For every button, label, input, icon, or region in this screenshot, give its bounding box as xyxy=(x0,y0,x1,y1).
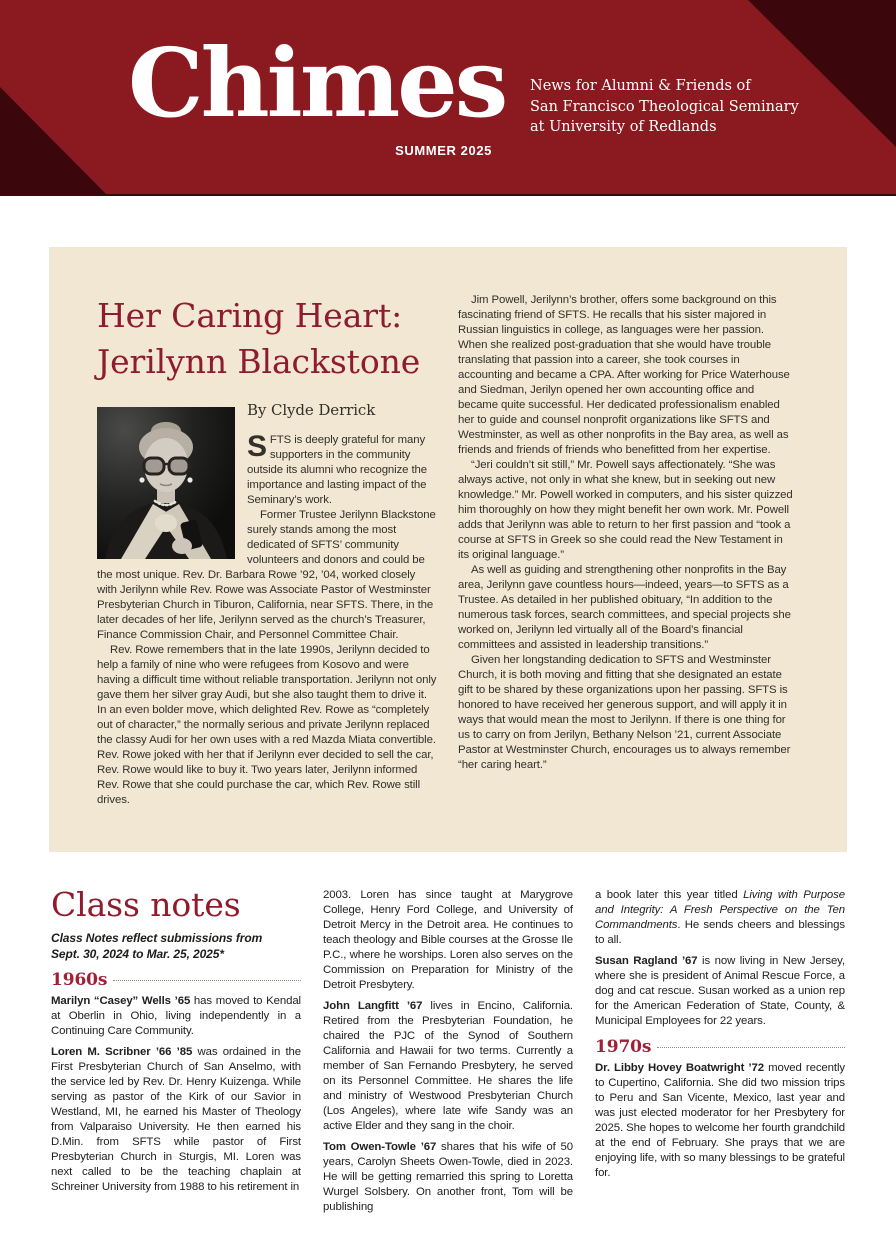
portrait-illustration xyxy=(97,407,235,559)
tagline-line-1: News for Alumni & Friends of xyxy=(530,78,751,94)
text-run: moved recently to Cupertino, California. She did two mission trips to Peru and San Vicente, Mexico, last year and was just elected moderator for her Presbytery for 2025. She hopes to welcome her fourth grandchild at the end of February. She prays that we are enjoying life, with so many blessings to be grateful for. xyxy=(595,1062,845,1180)
feature-column-2-paragraphs xyxy=(458,293,795,773)
article-paragraph xyxy=(458,563,795,653)
class-note-entry xyxy=(595,954,845,1029)
byline: By Clyde Derrick xyxy=(247,401,376,420)
class-note-entry xyxy=(323,1140,573,1215)
newsletter-logo: Chimes xyxy=(128,28,506,139)
masthead-corner-accent-bottom-left xyxy=(0,87,106,194)
class-notes-column-3-entries xyxy=(595,888,845,1181)
text-run: Rev. Rowe remembers that in the late 1990s, Jerilynn decided to help a family of nine who were refugees from Kosovo and were having a difficult time without reliable transportation. Jerilynn not only gave them her silver gray Audi, but she also taught them to drive it. In an even bolder move, which delighted Rev. Rowe as “completely out of character,” the normally serious and private Jerilynn replaced the classy Audi for her own uses with a red Mazda Miata convertible. Rev. Rowe joked with her that if Jerilynn ever decided to sell the car, Rev. Rowe would like to buy it. Two years later, Jerilynn informed Rev. Rowe that she could purchase the car, which Rev. Rowe still drives. xyxy=(97,644,437,807)
decade-label: 1970s xyxy=(595,1037,652,1058)
text-run: . He sends cheers and blessings to all. xyxy=(595,919,845,947)
masthead-tagline xyxy=(530,76,799,138)
dotted-rule xyxy=(113,979,301,981)
feature-column-1 xyxy=(97,293,437,808)
text-run: “Jeri couldn’t sit still,” Mr. Powell says affectionately. “She was always active, not only in what she knew, but in seeking out new knowledge.” Mr. Powell worked in computers, and his sister quizzed him thoroughly on how they might benefit her own work. Mr. Powell adds that Jerilynn was able to return to her first passion and “took a course at SFTS in Greek so she could read the New Testament in its original language.” xyxy=(458,459,793,561)
dotted-rule xyxy=(657,1046,845,1048)
text-run: shares that his wife of 50 years, Carolyn Sheets Owen-Towle, died in 2023. He will be getting remarried this spring to Loretta Wurgel Solsbery. On another front, Tom will be publishing xyxy=(323,1141,573,1214)
class-notes-column-3 xyxy=(595,888,845,1221)
text-run: 2003. Loren has since taught at Marygrove College, Henry Ford College, and University of Detroit Mercy in the Detroit area. He continues to teach theology and Bible courses at the Grosse Ile P.C., where he worships. Loren also serves on the Commission on Preparation for Ministry of the Detroit Presbytery. xyxy=(323,889,573,992)
class-notes-column-1 xyxy=(51,885,301,1221)
tagline-line-3: at University of Redlands xyxy=(530,119,717,136)
subtitle-line-1: Class Notes reflect submissions from xyxy=(51,930,263,945)
class-notes-column-1-entries xyxy=(51,972,301,1195)
class-note-entry xyxy=(51,994,301,1039)
text-run: Former Trustee Jerilynn Blackstone surely stands among the most dedicated of SFTS’ community volunteers and donors and could be the most unique. Rev. Dr. Barbara Rowe ’92, ’04, worked closely with Jerilynn while Rev. Rowe was Associate Pastor of Westminster Presbyterian Church in Tiburon, California, near SFTS. There, in the later decades of her life, Jerilynn served as the church’s Treasurer, Finance Commission Chair, and Personnel Committee Chair. xyxy=(97,509,436,642)
class-note-entry xyxy=(595,888,845,948)
masthead-bottom-rule xyxy=(0,194,896,196)
feature-article-panel xyxy=(49,247,847,852)
decade-header xyxy=(51,972,301,989)
article-paragraph xyxy=(458,458,795,563)
jerilynn-portrait-photo xyxy=(97,407,235,559)
text-run: Given her longstanding dedication to SFTS and Westminster Church, it is both moving and fitting that she designated an estate gift to be shared by these organizations upon her passing. SFTS is honored to have received her generous support, and will apply it in ways that would mean the most to Jerilynn. If there is one thing for us to carry on from Jerilyn, Bethany Nelson ’21, current Associate Pastor at Westminster Church, encourages us to always remember “her caring heart.” xyxy=(458,654,791,771)
book-title: Living with Purpose and Integrity: A Fresh Perspective on the Ten Commandments xyxy=(595,889,845,932)
entry-name: Susan Ragland ’67 xyxy=(595,955,698,968)
decade-header xyxy=(595,1039,845,1056)
lead-text: FTS is deeply grateful for many supporters in the community outside its alumni who recognize the importance and lasting impact of the Seminary’s work. xyxy=(247,434,428,507)
tagline-line-2: San Francisco Theological Seminary xyxy=(530,98,799,115)
masthead xyxy=(0,0,896,196)
class-note-entry xyxy=(595,1061,845,1181)
entry-name: Marilyn “Casey” Wells ’65 xyxy=(51,995,191,1008)
class-notes-subtitle xyxy=(51,931,301,963)
class-notes-title: Class notes xyxy=(51,885,241,925)
article-paragraph xyxy=(97,643,437,808)
article-paragraph xyxy=(458,653,795,773)
text-run: As well as guiding and strengthening other nonprofits in the Bay area, Jerilynn gave countless hours—indeed, years—to SFTS as a Trustee. As detailed in her published obituary, “In addition to the numerous task forces, search committees, and special projects she worked on, Jerilynn led virtually all of the Board’s financial committees and assisted in leadership transitions.” xyxy=(458,564,791,651)
feature-column-2 xyxy=(458,293,795,808)
dropcap-letter: S xyxy=(247,430,267,464)
text-run: lives in Encino, California. Retired from the Presbyterian Foundation, he chaired the PJC of the Synod of Southern California and Hawaii for two terms. Currently a member of San Fernando Presbytery, he served on its Personnel Committee. He shares the life and ministry of Westwood Presbyterian Church (Los Angeles), where late wife Sandy was an active Elder and they sang in the choir. xyxy=(323,1000,573,1133)
issue-date-label: SUMMER 2025 xyxy=(395,143,492,158)
feature-title-line-2: Jerilynn Blackstone xyxy=(97,341,421,381)
decade-label: 1960s xyxy=(51,970,108,991)
text-run: was ordained in the First Presbyterian Church of San Anselmo, with the service led by Rev. Dr. Henry Kuizenga. While serving as pastor of the Kirk of our Savior in Westland, MI, he earned his Master of Theology from Valparaiso University. He then earned his D.Min. from SFTS while pastor of First Presbyterian Church in Sturgis, MI. Loren was next called to be the teaching chaplain at Schreiner University from 1988 to his retirement in xyxy=(51,1046,301,1194)
text-run: a book later this year titled xyxy=(595,889,744,902)
entry-name: Loren M. Scribner ’66 ’85 xyxy=(51,1046,193,1059)
feature-title xyxy=(97,293,437,384)
class-note-entry xyxy=(323,999,573,1134)
class-note-entry xyxy=(51,1045,301,1195)
class-note-entry xyxy=(323,888,573,993)
article-paragraph xyxy=(458,293,795,458)
entry-name: Tom Owen-Towle ’67 xyxy=(323,1141,437,1154)
feature-title-line-1: Her Caring Heart: xyxy=(97,296,403,335)
text-run: has moved to Kendal at Oberlin in Ohio, living independently in a Continuing Care Community. xyxy=(51,995,301,1038)
logo-block xyxy=(128,28,506,158)
subtitle-line-2: Sept. 30, 2024 to Mar. 25, 2025* xyxy=(51,946,224,961)
class-notes-column-2 xyxy=(323,888,573,1221)
class-notes-column-2-entries xyxy=(323,888,573,1215)
entry-name: Dr. Libby Hovey Boatwright ’72 xyxy=(595,1062,764,1075)
text-run: Jim Powell, Jerilynn’s brother, offers some background on this fascinating friend of SFTS. He recalls that his sister majored in Russian linguistics in college, as languages were her passion. When she realized post-graduation that she would have trouble translating that passion into a career, she took courses in accounting and became a CPA. After working for Price Waterhouse and Siedman, Jerilyn opened her own accounting office and became quite successful. Her dedicated professionalism enabled her to guide and counsel nonprofit organizations like SFTS and Westminster, as well as other nonprofits in the Bay area, as well as friends and friends of friends who benefitted from her expertise. xyxy=(458,294,790,456)
class-notes-section xyxy=(51,885,845,1251)
text-run: is now living in New Jersey, where she is president of Animal Rescue Force, a dog and cat rescue. Susan worked as a union rep for the American Federation of State, County, & Municipal Employees for 22 years. xyxy=(595,955,845,1028)
entry-name: John Langfitt ’67 xyxy=(323,1000,423,1013)
